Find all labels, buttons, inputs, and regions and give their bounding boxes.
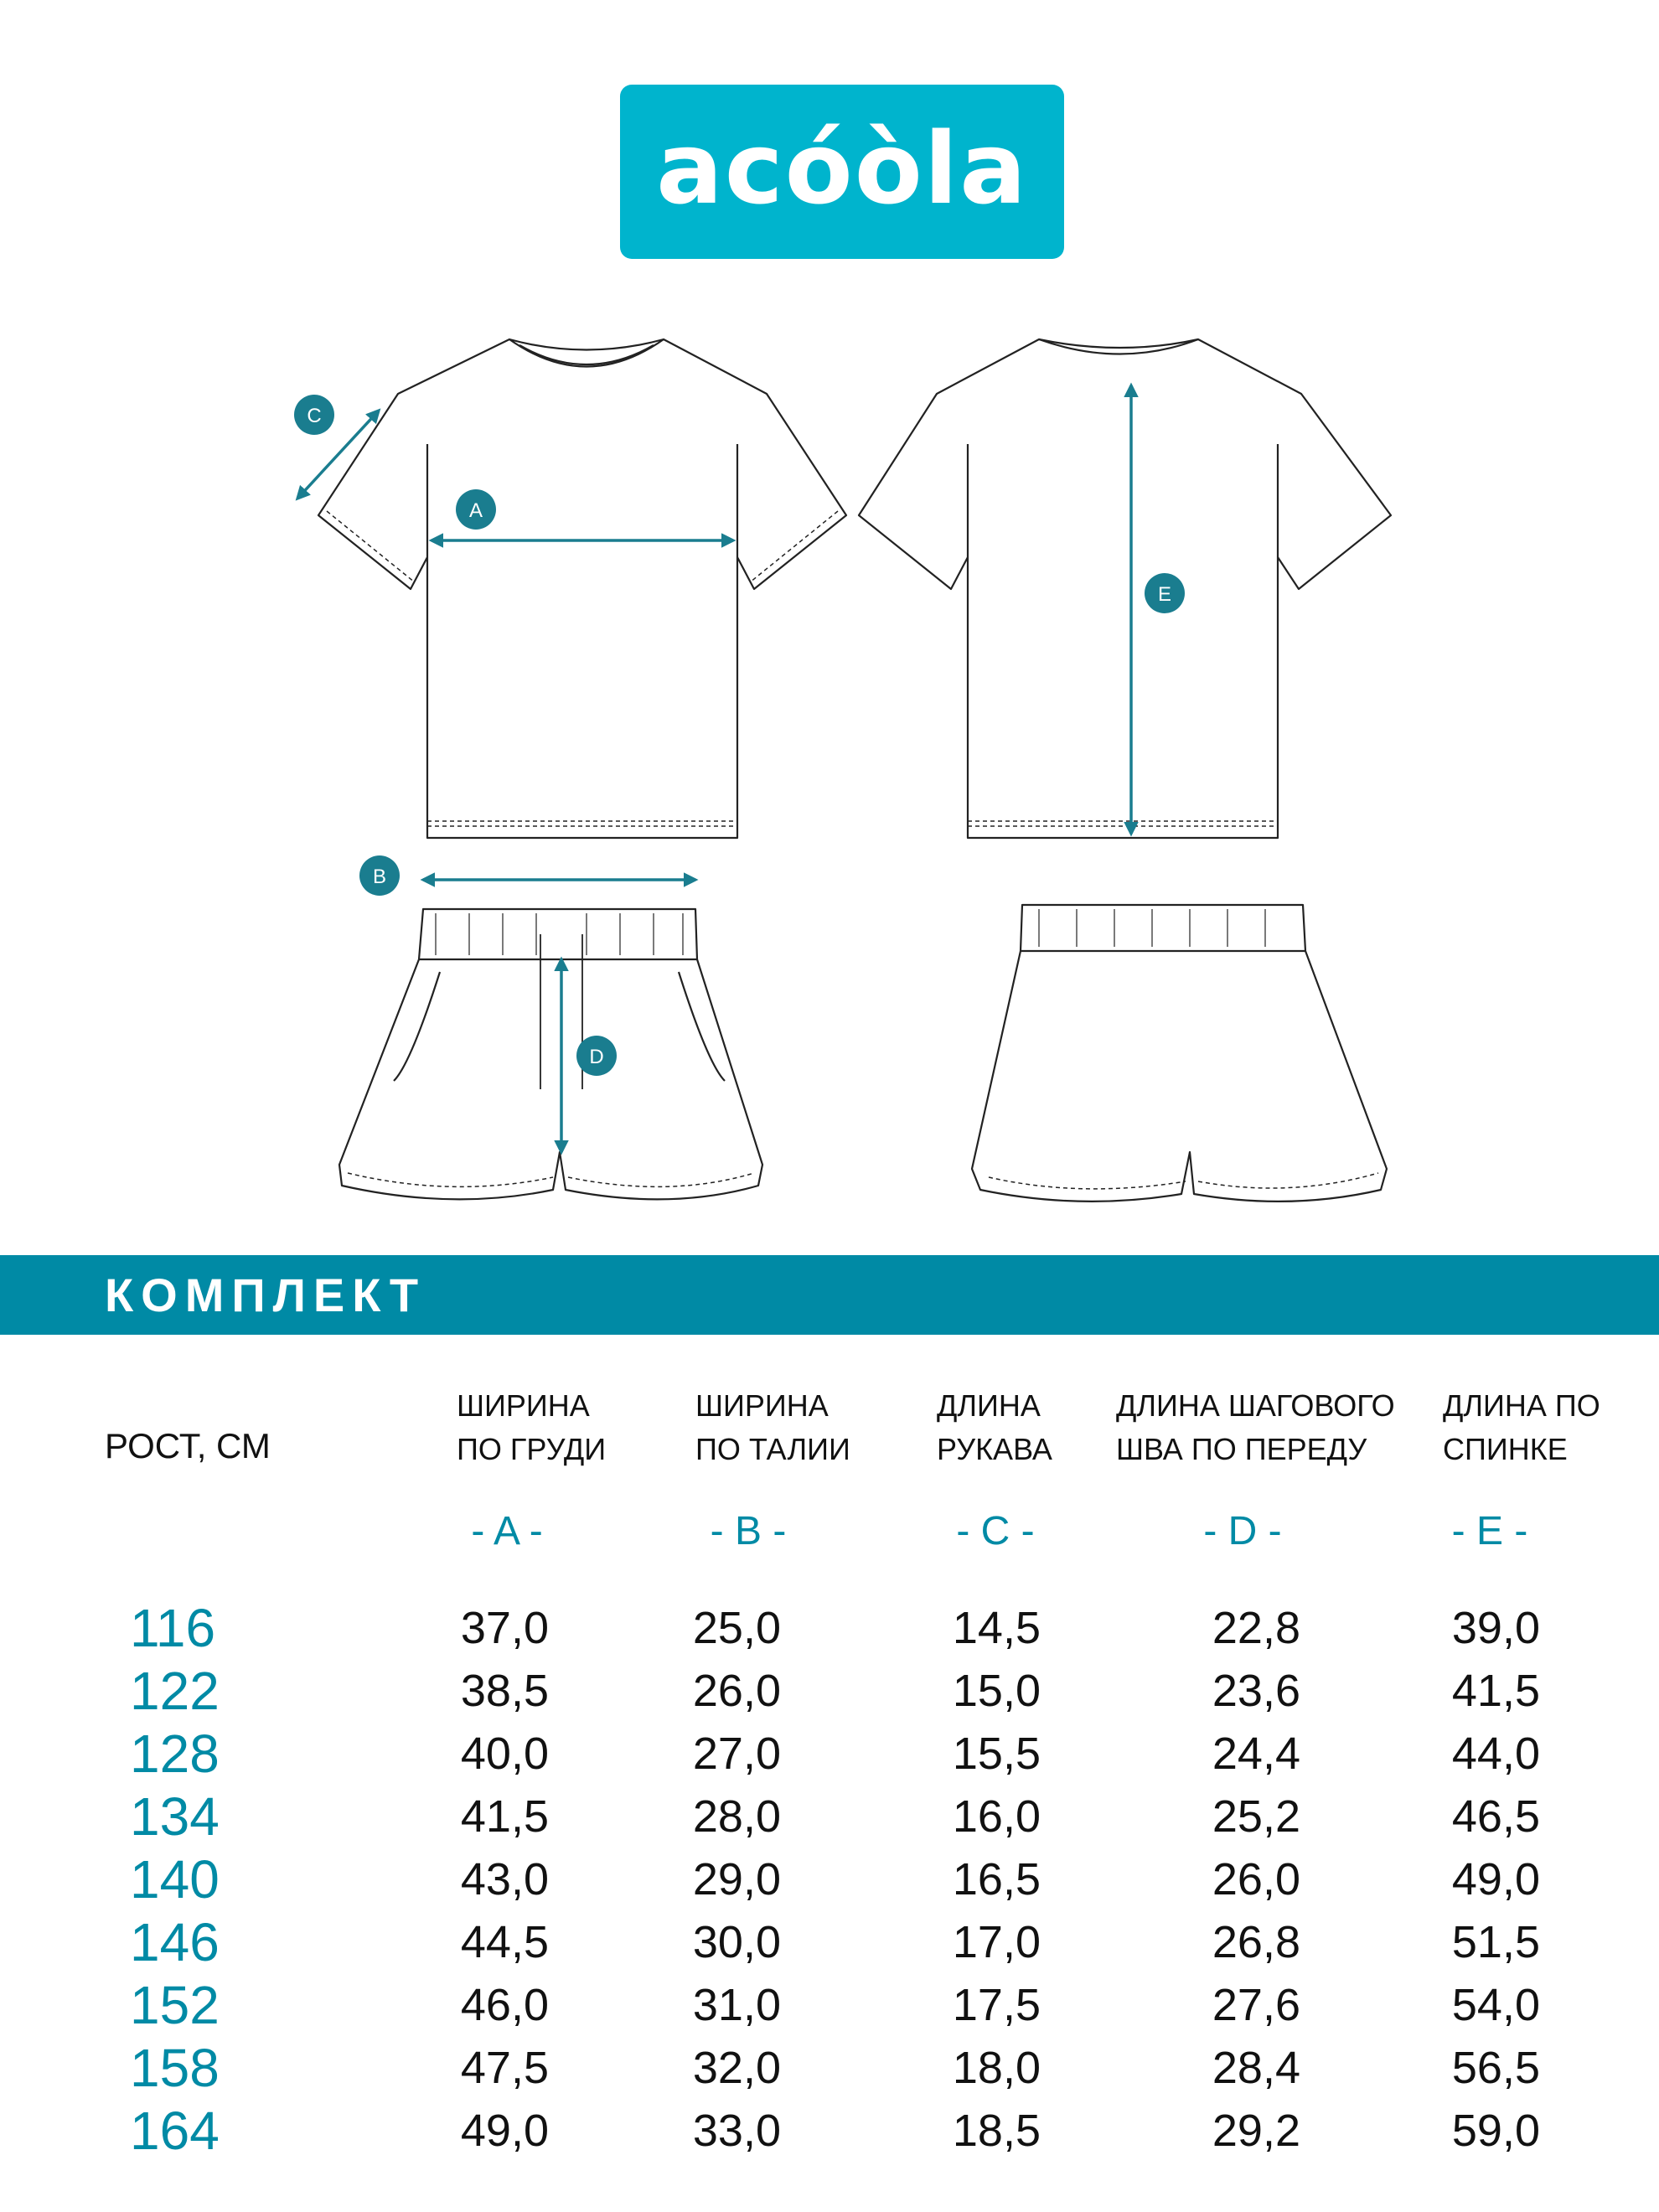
measurement-value: 41,5 — [460, 1791, 549, 1842]
measurement-value: 17,0 — [952, 1917, 1041, 1967]
tshirt-front — [318, 339, 846, 838]
measurement-value: 23,6 — [1212, 1666, 1300, 1716]
column-header-a — [457, 1384, 606, 1471]
column-letter-d: - D - — [1203, 1509, 1282, 1553]
column-letter-c: - C - — [956, 1509, 1035, 1553]
table-row — [0, 1974, 1659, 2037]
measurement-value: 16,0 — [952, 1791, 1041, 1842]
table-row — [0, 1911, 1659, 1974]
table-row — [0, 1660, 1659, 1723]
marker-e-label: E — [1157, 583, 1172, 606]
shorts-back — [972, 905, 1387, 1202]
column-header-line2: РУКАВА — [937, 1432, 1052, 1466]
height-value: 134 — [130, 1786, 220, 1847]
marker-c-label: C — [307, 405, 322, 427]
measurement-value: 46,5 — [1451, 1791, 1540, 1842]
column-header-d — [1116, 1384, 1395, 1471]
measurement-value: 46,0 — [460, 1980, 549, 2030]
measurement-value: 59,0 — [1451, 2106, 1540, 2156]
measurement-value: 44,5 — [460, 1917, 549, 1967]
measurement-value: 29,0 — [692, 1854, 781, 1904]
column-header-line2: ШВА ПО ПЕРЕДУ — [1116, 1432, 1367, 1466]
measurement-value: 47,5 — [460, 2043, 549, 2093]
measurement-value: 25,0 — [692, 1603, 781, 1653]
measurement-value: 49,0 — [460, 2106, 549, 2156]
tshirt-back — [859, 339, 1391, 838]
table-row — [0, 2037, 1659, 2100]
column-header-b — [695, 1384, 850, 1471]
garment-sketch — [307, 327, 1391, 1223]
column-letter-e: - E - — [1451, 1509, 1528, 1553]
shorts-front — [339, 909, 762, 1199]
table-row — [0, 1848, 1659, 1911]
measurement-value: 51,5 — [1451, 1917, 1540, 1967]
measurement-value: 38,5 — [460, 1666, 549, 1716]
measurement-value: 39,0 — [1451, 1603, 1540, 1653]
measurement-value: 26,0 — [692, 1666, 781, 1716]
column-header-line2: ПО ТАЛИИ — [695, 1432, 850, 1466]
column-header-line1: ШИРИНА — [695, 1388, 829, 1423]
measurement-value: 40,0 — [460, 1729, 549, 1779]
column-header-line1: ДЛИНА ШАГОВОГО — [1116, 1388, 1395, 1423]
measurement-value: 14,5 — [952, 1603, 1041, 1653]
measurement-value: 15,0 — [952, 1666, 1041, 1716]
column-letter-b: - B - — [710, 1509, 787, 1553]
table-row — [0, 1723, 1659, 1786]
measurement-value: 37,0 — [460, 1603, 549, 1653]
measurement-value: 31,0 — [692, 1980, 781, 2030]
marker-b-label: B — [372, 866, 387, 888]
column-header-line2: ПО ГРУДИ — [457, 1432, 607, 1466]
measurement-value: 44,0 — [1451, 1729, 1540, 1779]
section-title: КОМПЛЕКТ — [105, 1269, 426, 1321]
measurement-value: 29,2 — [1212, 2106, 1300, 2156]
measurement-value: 16,5 — [952, 1854, 1041, 1904]
measurement-value: 27,6 — [1212, 1980, 1300, 2030]
table-row — [0, 2100, 1659, 2163]
marker-d-label: D — [589, 1046, 604, 1068]
column-header-e — [1443, 1384, 1600, 1471]
measurement-value: 43,0 — [460, 1854, 549, 1904]
height-header: РОСТ, СМ — [105, 1426, 271, 1465]
measurement-value: 26,8 — [1212, 1917, 1300, 1967]
measurement-value: 22,8 — [1212, 1603, 1300, 1653]
measurement-value: 56,5 — [1451, 2043, 1540, 2093]
section-banner — [0, 1255, 1659, 1335]
measurement-value: 54,0 — [1451, 1980, 1540, 2030]
height-value: 122 — [130, 1661, 220, 1721]
height-value: 164 — [130, 2101, 220, 2161]
height-value: 152 — [130, 1975, 220, 2035]
table-row — [0, 1786, 1659, 1848]
measurement-value: 41,5 — [1451, 1666, 1540, 1716]
column-header-c — [937, 1384, 1052, 1471]
marker-a-label: A — [468, 499, 483, 522]
measurement-value: 33,0 — [692, 2106, 781, 2156]
column-header-line1: ДЛИНА ПО — [1443, 1388, 1600, 1423]
measurement-value: 32,0 — [692, 2043, 781, 2093]
measurement-value: 49,0 — [1451, 1854, 1540, 1904]
measurement-value: 28,4 — [1212, 2043, 1300, 2093]
measurement-value: 18,0 — [952, 2043, 1041, 2093]
measurement-value: 18,5 — [952, 2106, 1041, 2156]
table-row — [0, 1597, 1659, 1660]
height-value: 140 — [130, 1849, 220, 1910]
column-header-line2: СПИНКЕ — [1443, 1432, 1568, 1466]
logo-text: acóòla — [656, 111, 1028, 226]
measurement-value: 28,0 — [692, 1791, 781, 1842]
measurement-value: 30,0 — [692, 1917, 781, 1967]
measurement-value: 26,0 — [1212, 1854, 1300, 1904]
measurement-value: 24,4 — [1212, 1729, 1300, 1779]
column-header-line1: ДЛИНА — [937, 1388, 1041, 1423]
measurement-value: 25,2 — [1212, 1791, 1300, 1842]
measurement-value: 17,5 — [952, 1980, 1041, 2030]
height-value: 158 — [130, 2038, 220, 2098]
height-value: 146 — [130, 1912, 220, 1972]
height-value: 116 — [130, 1598, 216, 1658]
measurement-value: 27,0 — [692, 1729, 781, 1779]
measurement-value: 15,5 — [952, 1729, 1041, 1779]
brand-logo — [620, 85, 1064, 259]
garment-diagram — [307, 327, 1391, 1223]
column-header-line1: ШИРИНА — [457, 1388, 590, 1423]
column-letter-a: - A - — [471, 1509, 543, 1553]
height-value: 128 — [130, 1724, 220, 1784]
